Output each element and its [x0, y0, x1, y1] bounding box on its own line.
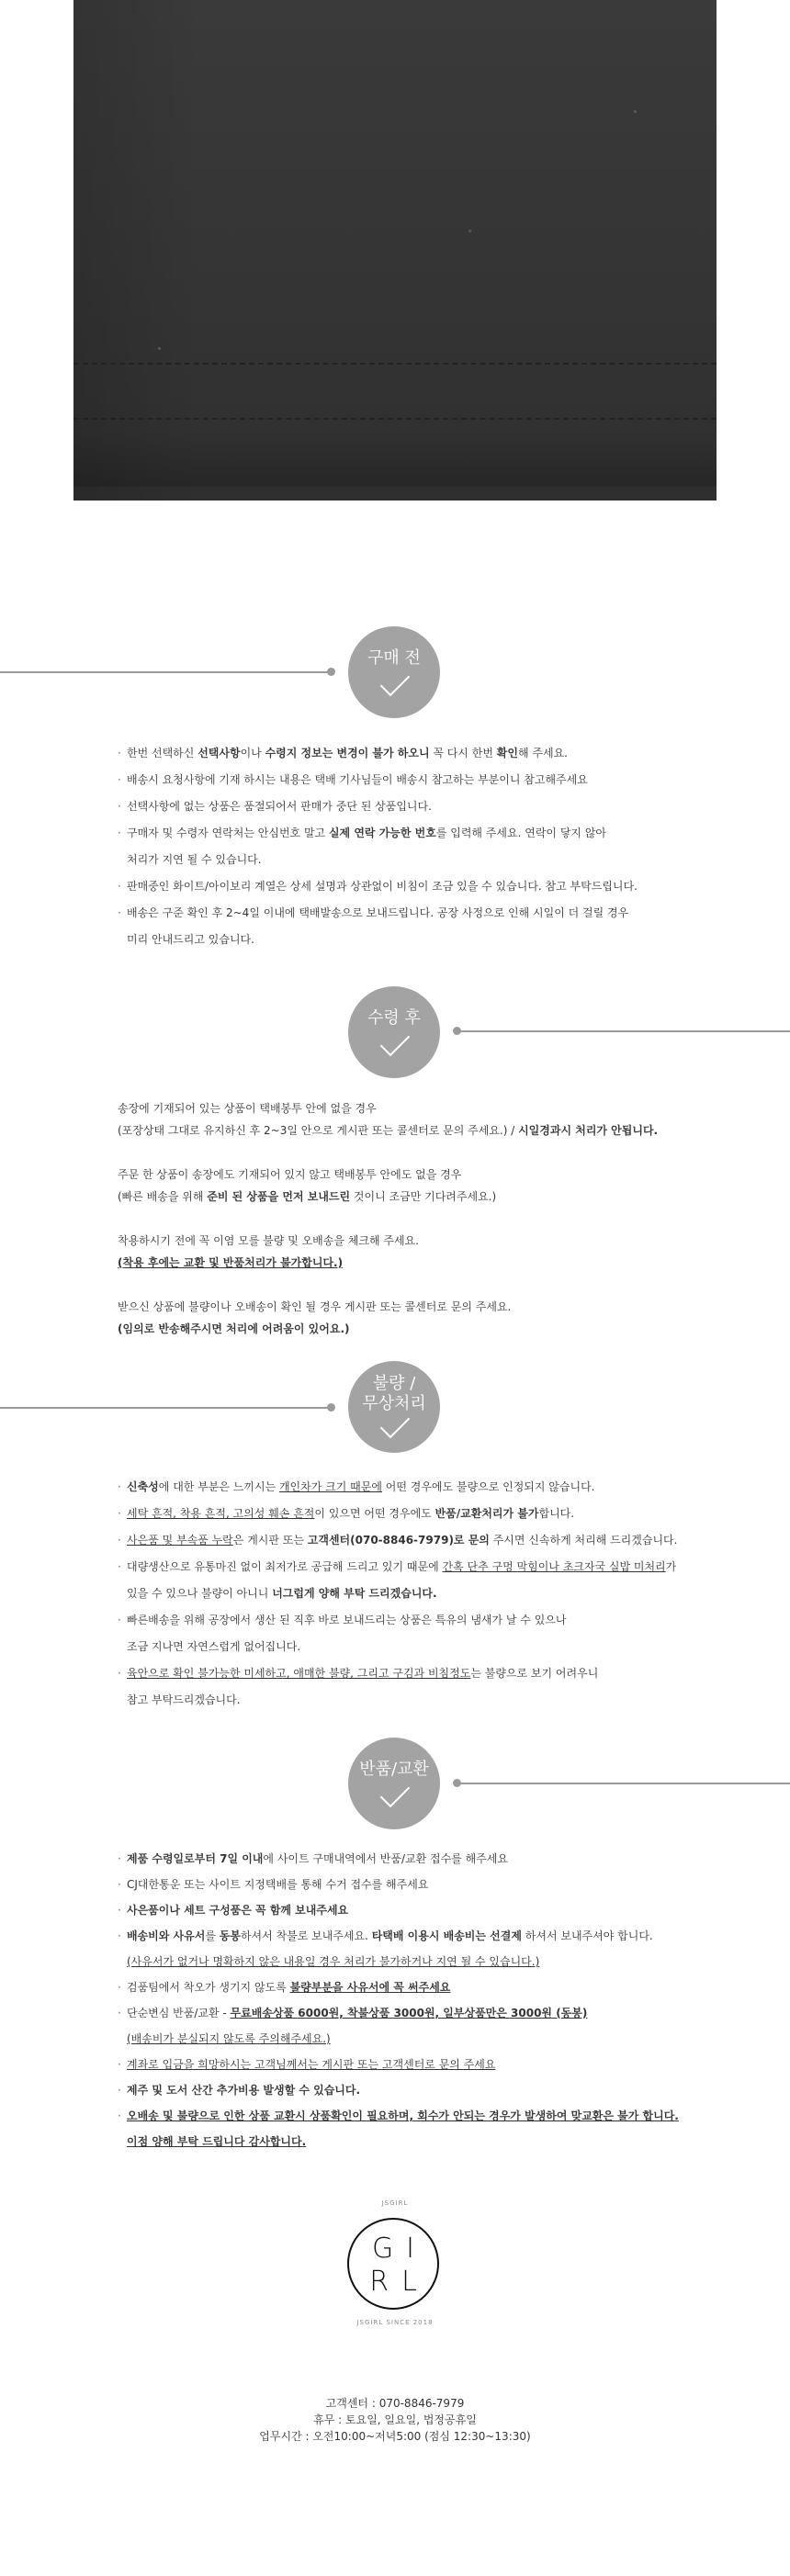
text-run: 사은품이나 세트 구성품은 꼭 함께 보내주세요: [127, 1904, 349, 1917]
logo-line-2: RL: [369, 2266, 430, 2298]
list-item: [118, 1660, 751, 1687]
text-run: 선택사항: [198, 747, 241, 759]
section-badge-before: [348, 626, 440, 718]
return-list: [118, 1846, 751, 2154]
defect-list: [118, 1474, 751, 1714]
text-run: (배송비가 분실되지 않도록 주의해주세요.): [127, 2032, 331, 2045]
check-icon: [380, 667, 411, 697]
list-item: [118, 767, 751, 793]
text-run: 배송시 요청사항에 기재 하시는 내용은 택배 기사님들이 배송시 참고하는 부분이니 참고해주세요: [127, 773, 588, 786]
paragraph-line: [118, 1119, 751, 1142]
list-item: [118, 1974, 751, 2000]
section-badge-return: [348, 1738, 440, 1829]
text-run: 를: [205, 1929, 220, 1942]
brand-logo: [342, 2199, 448, 2346]
text-run: (임의로 반송해주시면 처리에 어려움이 있어요.): [118, 1322, 350, 1335]
text-run: 를 입력해 주세요. 연락이 닿지 않아: [435, 827, 607, 839]
list-item: [118, 2052, 751, 2077]
text-run: CJ대한통운 또는 사이트 지정택배를 통해 수거 접수를 해주세요: [127, 1878, 429, 1891]
section-line-left: [0, 671, 331, 673]
list-item: [118, 793, 751, 820]
text-run: 육안으로 확인 불가능한 미세하고, 애매한 불량, 그리고 구김과 비침정도: [127, 1667, 471, 1680]
text-run: 착용하시기 전에 꼭 이염 모를 불량 및 오배송을 체크해 주세요.: [118, 1234, 419, 1247]
list-item: [118, 1527, 751, 1554]
section-line-dot: [327, 1403, 335, 1412]
list-item: [118, 2129, 751, 2154]
text-run: 동봉: [219, 1929, 241, 1942]
hem-stitch-lower: [73, 418, 717, 420]
check-icon: [380, 1027, 411, 1057]
text-run: 불량부분을 사유서에 꼭 써주세요: [289, 1981, 451, 1994]
text-run: 배송은 구준 확인 후 2~4일 이내에 택배발송으로 보내드립니다. 공장 사정으로 인해 시일이 더 걸릴 경우: [127, 906, 629, 919]
text-run: 빠른배송을 위해 공장에서 생산 된 직후 바로 보내드리는 상품은 특유의 냄새가 날 수 있으나: [127, 1614, 567, 1626]
text-run: 주문 한 상품이 송장에도 기재되어 있지 않고 택배봉투 안에도 없을 경우: [118, 1168, 462, 1181]
section-title-after: 수령 후: [367, 1008, 421, 1028]
text-run: 주시면 신속하게 처리해 드리겠습니다.: [489, 1534, 678, 1547]
section-line-right: [459, 1030, 790, 1032]
text-run: (포장상태 그대로 유지하신 후 2~3일 안으로 게시판 또는 콜센터로 문의 주세요.) /: [118, 1124, 519, 1137]
text-run: 한번 선택하신: [127, 747, 198, 759]
list-item: [118, 1474, 751, 1501]
contact-closed: 휴무 : 토요일, 일요일, 법정공휴일: [313, 2413, 477, 2426]
text-run: 해 주세요.: [517, 747, 568, 759]
photo-shade: [73, 0, 202, 501]
text-run: 처리가 지연 될 수 있습니다.: [127, 853, 262, 866]
list-item: [118, 1607, 751, 1634]
text-run: (사유서가 없거나 명확하지 않은 내용일 경우 처리가 불가하거나 지연 될 수 있습니다.): [127, 1955, 540, 1968]
list-item: [118, 1580, 751, 1607]
text-run: 타택배 이용시 배송비는 선결제: [371, 1929, 522, 1942]
paragraph-line: [118, 1097, 751, 1119]
logo-top-text: JSGIRL: [381, 2199, 409, 2207]
list-item: [118, 1949, 751, 1974]
list-item: [118, 1846, 751, 1872]
text-run: 검품팀에서 착오가 생기지 않도록: [127, 1981, 290, 1994]
list-item: [118, 2077, 751, 2103]
text-run: (빠른 배송을 위해: [118, 1190, 208, 1203]
text-run: 있을 수 있으나 불량이 아니니: [127, 1587, 273, 1600]
text-run: 신축성: [127, 1480, 159, 1493]
logo-circle: [347, 2218, 439, 2310]
list-item: [118, 2000, 751, 2026]
list-item: [118, 1687, 751, 1714]
paragraph-line: [118, 1318, 751, 1340]
notice-paragraph: [118, 1164, 751, 1208]
text-run: 고객센터(070-8846-7979)로 문의: [307, 1534, 490, 1547]
text-run: 이나: [240, 747, 265, 759]
after-paragraphs: [118, 1097, 751, 1362]
text-run: 에 사이트 구매내역에서 반품/교환 접수를 해주세요: [263, 1852, 508, 1865]
text-run: 제주 및 도서 산간 추가비용 발생할 수 있습니다.: [127, 2084, 361, 2097]
text-run: 시일경과시 처리가 안됩니다.: [518, 1124, 659, 1137]
text-run: 너그럽게 양해 부탁 드리겠습니다.: [272, 1587, 437, 1600]
notice-paragraph: [118, 1097, 751, 1142]
text-run: 준비 된 상품을 먼저 보내드린: [207, 1190, 351, 1203]
contact-phone: 고객센터 : 070-8846-7979: [325, 2397, 465, 2410]
list-item: [118, 927, 751, 953]
list-item: [118, 2103, 751, 2129]
logo-tagline: JSGIRL SINCE 2018: [356, 2319, 434, 2326]
text-run: 수령지 정보는 변경이 불가 하오니: [265, 747, 430, 759]
paragraph-line: [118, 1186, 751, 1208]
list-item: [118, 873, 751, 900]
list-item: [118, 1872, 751, 1897]
text-run: 선택사항에 없는 상품은 품절되어서 판매가 중단 된 상품입니다.: [127, 800, 432, 813]
list-item: [118, 1554, 751, 1580]
fabric-fleck: [158, 347, 161, 350]
text-run: 가: [665, 1560, 677, 1573]
text-run: 송장에 기재되어 있는 상품이 택배봉투 안에 없을 경우: [118, 1102, 377, 1115]
list-item: [118, 847, 751, 873]
text-run: 단순변심 반품/교환 -: [127, 2007, 231, 2019]
text-run: 무료배송상품 6000원, 착불상품 3000원, 일부상품만은 3000원 (동봉): [230, 2007, 588, 2019]
text-run: 제품 수령일로부터 7일 이내: [127, 1852, 264, 1865]
text-run: 반품/교환처리가 불가: [434, 1507, 539, 1520]
product-photo: [73, 0, 717, 501]
text-run: 어떤 경우에도 불량으로 인정되지 않습니다.: [381, 1480, 595, 1493]
hem-stitch-upper: [73, 363, 717, 365]
notice-paragraph: [118, 1230, 751, 1274]
text-run: 조금 지나면 자연스럽게 없어집니다.: [127, 1640, 301, 1653]
paragraph-line: [118, 1252, 751, 1274]
text-run: 이 있으면 어떤 경우에도: [314, 1507, 435, 1520]
text-run: (착용 후에는 교환 및 반품처리가 불가합니다.): [118, 1256, 344, 1269]
text-run: 세탁 흔적, 착용 흔적, 고의성 훼손 흔적: [127, 1507, 315, 1520]
text-run: 사은품 및 부속품 누락: [127, 1534, 233, 1547]
list-item: [118, 740, 751, 767]
text-run: 하셔서 보내주셔야 합니다.: [521, 1929, 653, 1942]
list-item: [118, 1923, 751, 1949]
logo-line-1: GI: [371, 2233, 428, 2265]
list-item: [118, 1634, 751, 1660]
text-run: 개인차가 크기 때문에: [278, 1480, 382, 1493]
text-run: 간혹 단추 구멍 막힘이나 초크자국 실밥 미처리: [442, 1560, 666, 1573]
list-item: [118, 900, 751, 927]
notice-paragraph: [118, 1296, 751, 1340]
text-run: 은 게시판 또는: [232, 1534, 308, 1547]
paragraph-line: [118, 1164, 751, 1186]
list-item: [118, 1501, 751, 1527]
contact-hours: 업무시간 : 오전10:00~저녁5:00 (점심 12:30~13:30): [259, 2430, 531, 2443]
text-run: 오배송 및 불량으로 인한 상품 교환시 상품확인이 필요하며, 회수가 안되는 경우가 발생하여 맞교환은 불가 합니다.: [127, 2109, 679, 2122]
text-run: 참고 부탁드리겠습니다.: [127, 1693, 241, 1706]
text-run: 구매자 및 수령자 연락처는 안심번호 말고: [127, 827, 329, 839]
section-title-defect: 불량 / 무상처리: [362, 1374, 426, 1413]
text-run: 대량생산으로 유통마진 없이 최저가로 공급해 드리고 있기 때문에: [127, 1560, 443, 1573]
section-title-before: 구매 전: [367, 648, 421, 668]
text-run: 배송비와 사유서: [127, 1929, 206, 1942]
section-badge-defect: [348, 1361, 440, 1453]
section-line-left: [0, 1407, 331, 1409]
text-run: 확인: [496, 747, 518, 759]
list-item: [118, 2026, 751, 2052]
text-run: 판매중인 화이트/아이보리 계열은 상세 설명과 상관없이 비침이 조금 있을 수 있습니다. 참고 부탁드립니다.: [127, 880, 638, 893]
contact-info: [184, 2395, 606, 2445]
text-run: 이점 양해 부탁 드립니다 감사합니다.: [127, 2135, 307, 2148]
text-run: 합니다.: [538, 1507, 575, 1520]
list-item: [118, 820, 751, 847]
list-item: [118, 1897, 751, 1923]
text-run: 것이니 조금만 기다려주세요.): [350, 1190, 497, 1203]
paragraph-line: [118, 1296, 751, 1318]
text-run: 에 대한 부분은 느끼시는: [158, 1480, 279, 1493]
text-run: 실제 연락 가능한 번호: [328, 827, 436, 839]
section-line-right: [459, 1783, 790, 1784]
section-badge-after: [348, 986, 440, 1078]
text-run: 는 불량으로 보기 어려우니: [470, 1667, 599, 1680]
text-run: 꼭 다시 한번: [429, 747, 497, 759]
fabric-fleck: [634, 110, 637, 113]
section-line-dot: [327, 668, 335, 676]
fabric-fleck: [468, 230, 471, 232]
text-run: 받으신 상품에 불량이나 오배송이 확인 될 경우 게시판 또는 콜센터로 문의 주세요.: [118, 1300, 512, 1313]
text-run: 계좌로 입금을 희망하시는 고객님께서는 게시판 또는 고객센터로 문의 주세요: [127, 2058, 496, 2071]
photo-hem: [73, 432, 717, 487]
before-list: [118, 740, 751, 953]
section-title-return: 반품/교환: [359, 1760, 429, 1779]
check-icon: [380, 1778, 411, 1808]
text-run: 하셔서 착불로 보내주세요.: [240, 1929, 372, 1942]
paragraph-line: [118, 1230, 751, 1252]
text-run: 미리 안내드리고 있습니다.: [127, 933, 254, 946]
